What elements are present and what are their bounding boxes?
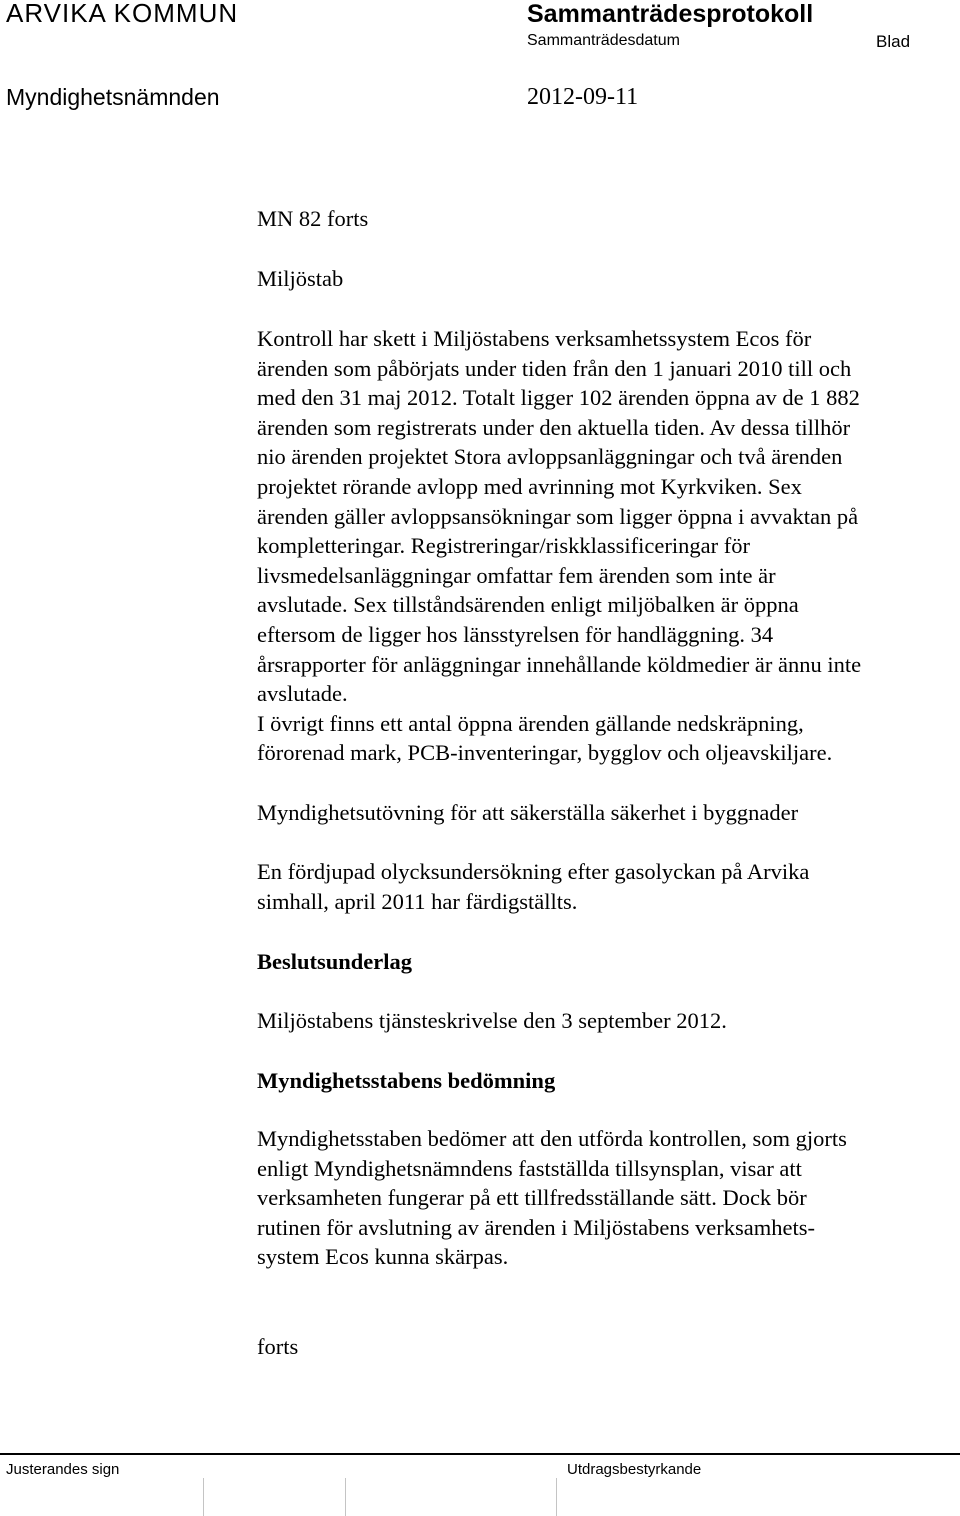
text-line: eftersom de ligger hos länsstyrelsen för handläggning. 34 — [257, 621, 774, 647]
text-line: system Ecos kunna skärpas. — [257, 1244, 509, 1270]
text-line: En fördjupad olycksundersökning efter gasolyckan på Arvika — [257, 859, 810, 884]
text-line: I övrigt finns ett antal öppna ärenden gällande nedskräpning, — [257, 710, 804, 736]
board-name: Myndighetsnämnden — [6, 84, 220, 110]
signature-label: Justerandes sign — [6, 1461, 120, 1478]
text-line: Kontroll har skett i Miljöstabens verksamhetssystem Ecos för — [257, 326, 812, 351]
date-label: Sammanträdesdatum — [527, 32, 680, 49]
text-line: simhall, april 2011 har färdigställts. — [257, 888, 578, 914]
text-line: med den 31 maj 2012. Totalt ligger 102 ärenden öppna av de 1 882 — [257, 385, 860, 411]
document-type: Sammanträdesprotokoll — [527, 0, 814, 28]
text-line: ärenden som registrerats under den aktuella tiden. Av dessa tillhör — [257, 414, 851, 440]
text-line: förorenad mark, PCB-inventeringar, bygglov och oljeavskiljare. — [257, 740, 833, 766]
text-line: ärenden gäller avloppsansökningar som ligger öppna i avvaktan på — [257, 503, 859, 529]
text-line: kompletteringar. Registreringar/riskklassificeringar för — [257, 533, 750, 559]
subheading-building-safety: Myndighetsutövning för att säkerställa säkerhet i byggnader — [257, 800, 799, 825]
signature-box-divider — [203, 1478, 204, 1516]
text-line: avslutade. — [257, 681, 348, 707]
footer-divider — [0, 1453, 960, 1455]
text-line: projektet rörande avlopp med avrinning mot Kyrkviken. Sex — [257, 473, 802, 499]
signature-box-divider — [345, 1478, 346, 1516]
basis-text: Miljöstabens tjänsteskrivelse den 3 september 2012. — [257, 1008, 727, 1033]
meeting-date: 2012-09-11 — [527, 84, 639, 110]
section-heading: Miljöstab — [257, 266, 344, 291]
paragraph-investigation — [257, 857, 809, 916]
assessment-heading: Myndighetsstabens bedömning — [257, 1068, 556, 1093]
text-line: verksamheten fungerar på ett tillfredsställande sätt. Dock bör — [257, 1185, 807, 1211]
text-line: rutinen för avslutning av ärenden i Miljöstabens verksamhets- — [257, 1214, 815, 1240]
basis-heading: Beslutsunderlag — [257, 949, 413, 974]
text-line: årsrapporter för anläggningar innehållande köldmedier är ännu inte — [257, 651, 862, 677]
certification-label: Utdragsbestyrkande — [567, 1461, 702, 1478]
continued-note: forts — [257, 1334, 299, 1359]
signature-box-divider — [556, 1478, 557, 1516]
case-heading: MN 82 forts — [257, 206, 369, 231]
paragraph-control — [257, 324, 861, 768]
organization-name: ARVIKA KOMMUN — [6, 0, 239, 28]
text-line: ärenden som påbörjats under tiden från den 1 januari 2010 till och — [257, 355, 852, 381]
page-label: Blad — [876, 32, 911, 51]
text-line: nio ärenden projektet Stora avloppsanläggningar och två ärenden — [257, 444, 843, 470]
paragraph-assessment — [257, 1124, 847, 1272]
text-line: enligt Myndighetsnämndens fastställda tillsynsplan, visar att — [257, 1155, 802, 1181]
text-line: avslutade. Sex tillståndsärenden enligt miljöbalken är öppna — [257, 592, 799, 618]
text-line: livsmedelsanläggningar omfattar fem ärenden som inte är — [257, 562, 776, 588]
text-line: Myndighetsstaben bedömer att den utförda kontrollen, som gjorts — [257, 1126, 847, 1151]
